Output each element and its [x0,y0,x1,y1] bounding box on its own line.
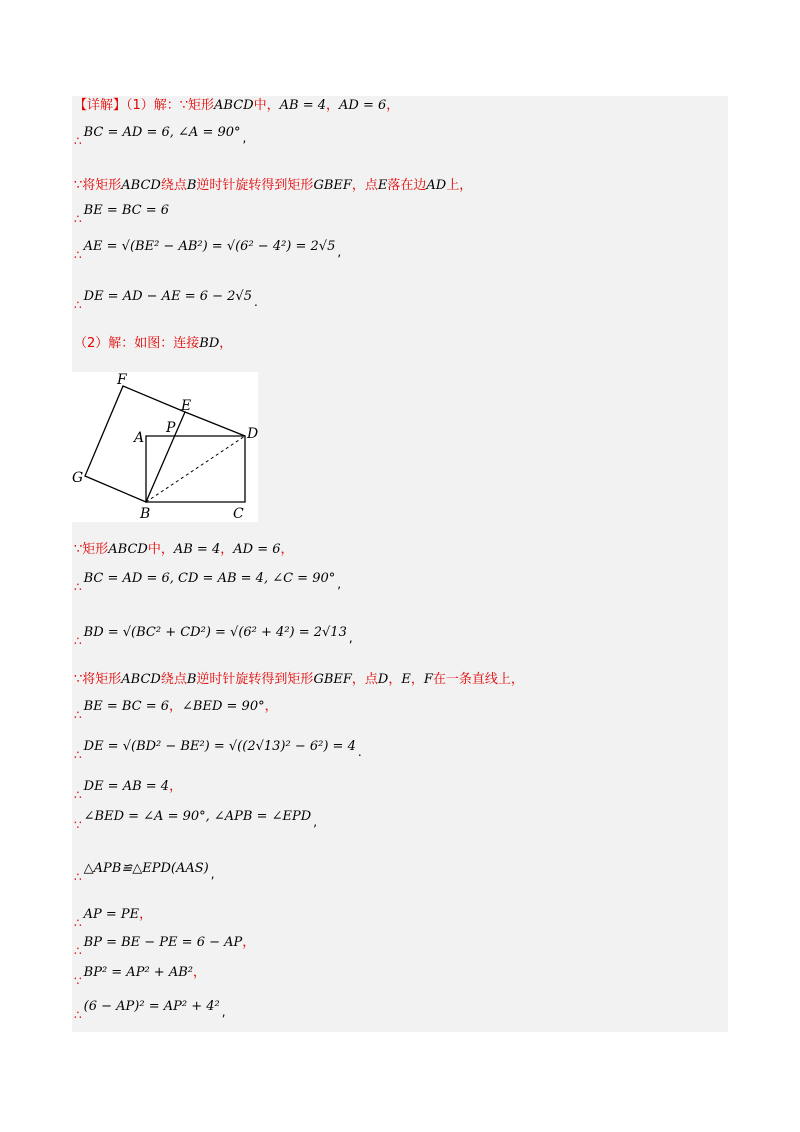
math-text: BE = BC = 6 [83,699,170,714]
math-text: E [401,672,411,687]
label-p: P [166,420,176,436]
text-red: ，点 [351,178,378,193]
text-red: ， [410,672,424,687]
math-text: ∠BED = 90° [182,699,265,714]
equation-line [74,568,342,594]
text-red: 落在边 [387,178,427,193]
text-red: ， [192,965,206,980]
equation-line [74,858,215,884]
text-red: 【详解】（1）解：∵矩形 [74,98,215,113]
geometry-diagram [72,372,258,522]
punctuation: , [313,815,318,829]
equation-line [74,962,206,988]
math-text: D [377,672,389,687]
text-red: 上， [446,178,473,193]
math-text: AD = 6 [233,542,281,557]
label-e: E [181,398,192,414]
therefore-symbol: ∴ [74,748,82,762]
punctuation: , [348,631,353,645]
math-text: ABCD [121,672,161,687]
text-red: ， [264,699,278,714]
math-text: BP = BE − PE = 6 − AP [83,935,243,950]
text-red: 逆时针旋转得到矩形 [196,178,314,193]
therefore-symbol: ∴ [74,708,82,722]
equation-line [74,236,342,262]
math-text: AD [426,178,447,193]
therefore-symbol: ∴ [74,248,82,262]
text-red: 中， [147,542,174,557]
punctuation: , [242,131,247,145]
because-symbol: ∵ [74,974,82,988]
punctuation: , [210,867,215,881]
segment-ed [185,412,245,436]
punctuation: . [357,745,362,759]
math-text: BD [199,336,220,351]
punctuation: , [337,577,342,591]
therefore-symbol: ∴ [74,788,82,802]
equation-line [74,622,353,648]
math-text: DE = √(BD² − BE²) = √((2√13)² − 6²) = 4 [83,739,356,754]
equation-line [74,286,258,312]
text-red: ， [388,672,402,687]
text-red: ， [326,98,340,113]
math-text: E [377,178,388,193]
therefore-symbol: ∴ [74,944,82,958]
equation-line [74,696,278,722]
equation-line [74,996,226,1022]
equation-line [74,122,247,148]
punctuation: , [221,1005,226,1019]
label-b: B [140,506,151,522]
math-text: B [186,178,197,193]
part1-header-line [74,96,399,116]
therefore-symbol: ∴ [74,634,82,648]
math-text: GBEF [313,672,352,687]
math-text: (6 − AP)² = AP² + 4² [83,999,220,1014]
math-text: ABCD [108,542,148,557]
equation-line [74,904,153,930]
text-red: 绕点 [160,672,187,687]
math-text: AB = 4 [173,542,221,557]
text-red: ， [242,935,256,950]
text-red: 绕点 [160,178,187,193]
text-red: ， [386,98,400,113]
text-red: ， [220,542,234,557]
part2-header-line [74,334,232,354]
therefore-symbol: ∴ [74,916,82,930]
math-text: B [186,672,197,687]
equation-line [74,200,170,226]
text-red: ∵将矩形 [74,178,122,193]
math-text: BC = AD = 6, ∠A = 90° [83,125,241,140]
math-text: DE = AD − AE = 6 − 2√5 [83,289,252,304]
math-text: ∠BED = ∠A = 90°, ∠APB = ∠EPD [83,809,312,824]
math-text: BC = AD = 6, CD = AB = 4, ∠C = 90° [83,571,336,586]
text-red: ∵将矩形 [74,672,122,687]
text-red: ， [139,907,153,922]
math-text: BE = BC = 6 [83,203,170,218]
punctuation: , [337,245,342,259]
geometry-figure [72,372,258,522]
math-text: GBEF [313,178,352,193]
equation-line [74,806,318,832]
equation-line [74,776,183,802]
therefore-symbol: ∴ [74,580,82,594]
math-text: AB = 4 [279,98,326,113]
therefore-symbol: ∴ [74,870,82,884]
text-red: ∵矩形 [74,542,109,557]
text-red: ，点 [351,672,378,687]
text-red: 逆时针旋转得到矩形 [196,672,314,687]
because-symbol: ∵ [74,818,82,832]
rotation-statement-line [74,670,524,690]
therefore-symbol: ∴ [74,298,82,312]
math-text: BD = √(BC² + CD²) = √(6² + 4²) = 2√13 [83,625,347,640]
math-text: AE = √(BE² − AB²) = √(6² − 4²) = 2√5 [83,239,336,254]
math-text: AD = 6 [339,98,387,113]
label-g: G [72,470,84,486]
rotation-statement-line [74,176,472,196]
text-red: 在一条直线上， [432,672,524,687]
text-red: ， [280,542,294,557]
math-text: DE = AB = 4 [83,779,170,794]
math-text: △APB≌△EPD(AAS) [83,861,209,876]
text-red: ， [169,779,183,794]
text-red: ， [169,699,183,714]
label-d: D [247,426,258,442]
math-text: F [423,672,433,687]
therefore-symbol: ∴ [74,212,82,226]
math-text: AP = PE [83,907,140,922]
label-f: F [117,372,127,388]
therefore-symbol: ∴ [74,1008,82,1022]
math-text: BP² = AP² + AB² [83,965,193,980]
text-red: （2）解：如图：连接 [74,336,200,351]
math-text: ABCD [214,98,254,113]
math-text: ABCD [121,178,161,193]
therefore-symbol: ∴ [74,134,82,148]
punctuation: . [253,295,258,309]
given-line [74,540,294,560]
label-c: C [233,506,244,522]
equation-line [74,736,362,762]
label-a: A [134,430,145,446]
text-red: 中， [253,98,280,113]
equation-line [74,932,256,958]
text-red: ， [219,336,233,351]
